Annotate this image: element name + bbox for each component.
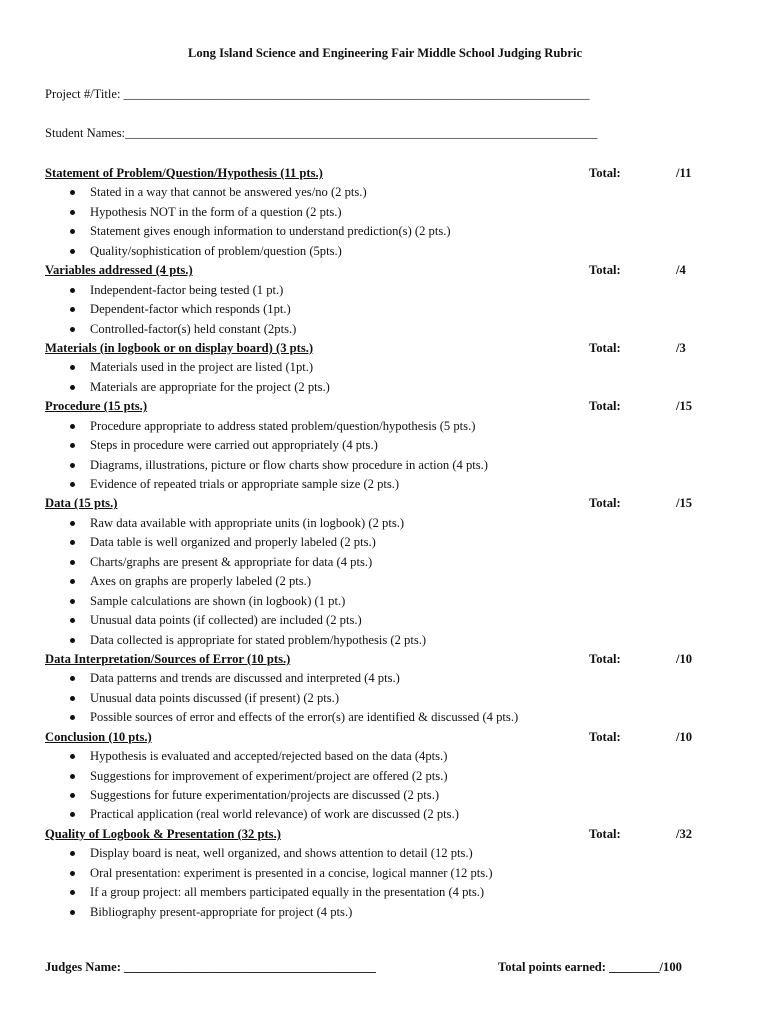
total-score-field[interactable]: /15 xyxy=(676,496,693,511)
criterion-item: Materials used in the project are listed (1pt.) xyxy=(45,358,705,377)
rubric-section xyxy=(45,494,705,650)
criterion-item: Steps in procedure were carried out appropriately (4 pts.) xyxy=(45,436,705,455)
criterion-item: Suggestions for future experimentation/projects are discussed (2 pts.) xyxy=(45,786,705,805)
judges-name-field[interactable]: Judges Name: ________________________________________ xyxy=(45,960,376,974)
criterion-item: Dependent-factor which responds (1pt.) xyxy=(45,300,705,319)
rubric-section xyxy=(45,261,705,339)
criteria-list xyxy=(45,747,705,825)
criterion-item: Stated in a way that cannot be answered yes/no (2 pts.) xyxy=(45,183,705,202)
rubric-section xyxy=(45,164,705,261)
section-total xyxy=(589,397,692,416)
criterion-item: Quality/sophistication of problem/question (5pts.) xyxy=(45,242,705,261)
criterion-item: Sample calculations are shown (in logbook) (1 pt.) xyxy=(45,592,705,611)
criterion-item: Data collected is appropriate for stated problem/hypothesis (2 pts.) xyxy=(45,631,705,650)
criterion-item: Charts/graphs are present & appropriate for data (4 pts.) xyxy=(45,553,705,572)
section-header xyxy=(45,650,705,669)
section-total xyxy=(589,339,686,358)
total-score-field[interactable]: /10 xyxy=(676,651,693,666)
student-names-field[interactable]: Student Names:___________________________________________________________________________ xyxy=(45,126,598,140)
total-label: Total: xyxy=(589,496,621,511)
rubric xyxy=(45,164,705,922)
criterion-item: Suggestions for improvement of experiment/project are offered (2 pts.) xyxy=(45,767,705,786)
criteria-list xyxy=(45,514,705,650)
criteria-list xyxy=(45,281,705,339)
section-title: Materials (in logbook or on display board) (3 pts.) xyxy=(45,340,314,355)
total-score-field[interactable]: /15 xyxy=(676,399,693,414)
total-points-earned[interactable]: Total points earned: ________/100 xyxy=(498,960,682,974)
section-title: Data Interpretation/Sources of Error (10 pts.) xyxy=(45,651,291,666)
section-total xyxy=(589,650,692,669)
criteria-list xyxy=(45,669,705,727)
total-score-field[interactable]: /4 xyxy=(676,263,686,278)
section-header xyxy=(45,728,705,747)
criteria-list xyxy=(45,417,705,495)
section-header xyxy=(45,164,705,183)
criteria-list xyxy=(45,844,705,922)
section-total xyxy=(589,825,692,844)
criterion-item: Possible sources of error and effects of the error(s) are identified & discussed (4 pts.) xyxy=(45,708,705,727)
criterion-item: Hypothesis NOT in the form of a question (2 pts.) xyxy=(45,203,705,222)
section-total xyxy=(589,728,692,747)
total-label: Total: xyxy=(589,166,621,180)
total-label: Total: xyxy=(589,340,621,355)
rubric-section xyxy=(45,397,705,494)
total-label: Total: xyxy=(589,651,621,666)
total-score-field[interactable]: /11 xyxy=(676,166,692,180)
section-title: Statement of Problem/Question/Hypothesis (11 pts.) xyxy=(45,166,323,180)
criterion-item: Independent-factor being tested (1 pt.) xyxy=(45,281,705,300)
criterion-item: Raw data available with appropriate units (in logbook) (2 pts.) xyxy=(45,514,705,533)
total-label: Total: xyxy=(589,729,621,744)
rubric-section xyxy=(45,825,705,922)
project-title-field[interactable]: Project #/Title: __________________________________________________________________________ xyxy=(45,87,590,101)
criterion-item: If a group project: all members participated equally in the presentation (4 pts.) xyxy=(45,883,705,902)
section-header xyxy=(45,825,705,844)
rubric-section xyxy=(45,339,705,397)
criterion-item: Data table is well organized and properly labeled (2 pts.) xyxy=(45,533,705,552)
section-header xyxy=(45,261,705,280)
total-label: Total: xyxy=(589,826,621,841)
section-header xyxy=(45,339,705,358)
criterion-item: Practical application (real world relevance) of work are discussed (2 pts.) xyxy=(45,805,705,824)
criterion-item: Hypothesis is evaluated and accepted/rejected based on the data (4pts.) xyxy=(45,747,705,766)
criterion-item: Bibliography present-appropriate for project (4 pts.) xyxy=(45,903,705,922)
criteria-list xyxy=(45,358,705,397)
section-title: Variables addressed (4 pts.) xyxy=(45,263,193,278)
section-header xyxy=(45,397,705,416)
criterion-item: Controlled-factor(s) held constant (2pts.) xyxy=(45,320,705,339)
rubric-section xyxy=(45,728,705,825)
total-score-field[interactable]: /3 xyxy=(676,340,686,355)
criterion-item: Axes on graphs are properly labeled (2 pts.) xyxy=(45,572,705,591)
criterion-item: Unusual data points discussed (if present) (2 pts.) xyxy=(45,689,705,708)
criteria-list xyxy=(45,183,705,261)
total-score-field[interactable]: /32 xyxy=(676,826,693,841)
section-title: Data (15 pts.) xyxy=(45,496,118,511)
criterion-item: Evidence of repeated trials or appropriate sample size (2 pts.) xyxy=(45,475,705,494)
criterion-item: Data patterns and trends are discussed and interpreted (4 pts.) xyxy=(45,669,705,688)
section-total xyxy=(589,261,686,280)
section-title: Procedure (15 pts.) xyxy=(45,399,148,414)
criterion-item: Procedure appropriate to address stated problem/question/hypothesis (5 pts.) xyxy=(45,417,705,436)
total-score-field[interactable]: /10 xyxy=(676,729,693,744)
criterion-item: Oral presentation: experiment is presented in a concise, logical manner (12 pts.) xyxy=(45,864,705,883)
section-title: Quality of Logbook & Presentation (32 pts.) xyxy=(45,826,281,841)
total-label: Total: xyxy=(589,399,621,414)
criterion-item: Materials are appropriate for the project (2 pts.) xyxy=(45,378,705,397)
section-header xyxy=(45,494,705,513)
criterion-item: Diagrams, illustrations, picture or flow charts show procedure in action (4 pts.) xyxy=(45,456,705,475)
criterion-item: Unusual data points (if collected) are included (2 pts.) xyxy=(45,611,705,630)
section-total xyxy=(589,164,691,183)
criterion-item: Display board is neat, well organized, and shows attention to detail (12 pts.) xyxy=(45,844,705,863)
total-label: Total: xyxy=(589,263,621,278)
criterion-item: Statement gives enough information to understand prediction(s) (2 pts.) xyxy=(45,222,705,241)
page-title: Long Island Science and Engineering Fair Middle School Judging Rubric xyxy=(187,46,583,60)
section-total xyxy=(589,494,692,513)
rubric-section xyxy=(45,650,705,728)
section-title: Conclusion (10 pts.) xyxy=(45,729,152,744)
